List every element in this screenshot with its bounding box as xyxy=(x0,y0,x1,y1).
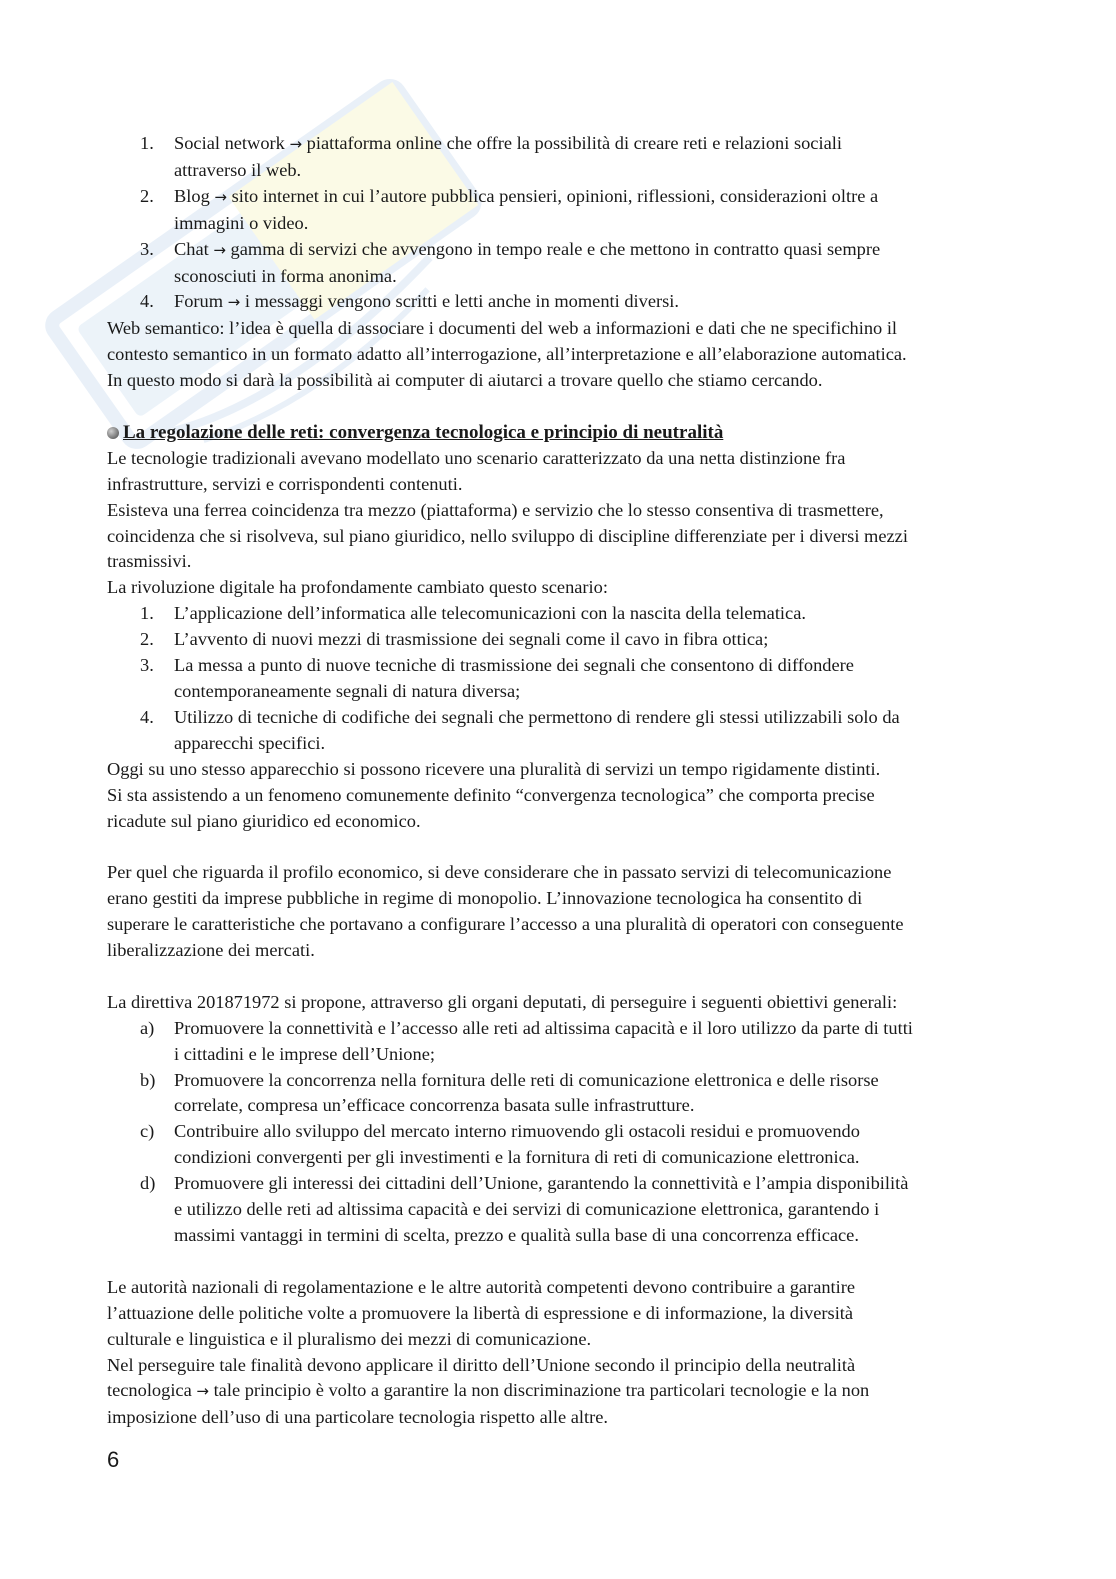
text-line: Oggi su uno stesso apparecchio si possono ricevere una pluralità di servizi un tempo rigidamente distinti. xyxy=(107,758,881,779)
spacer xyxy=(107,394,1012,420)
spacer xyxy=(107,834,1012,860)
section-title: La regolazione delle reti: convergenza tecnologica e principio di neutralità xyxy=(123,421,724,443)
list-number: 2. xyxy=(140,629,154,650)
paragraph-direttiva: La direttiva 201871972 si propone, attraverso gli organi deputati, di perseguire i seguenti obiettivi generali: xyxy=(107,991,898,1012)
text-line: infrastrutture, servizi e corrispondenti contenuti. xyxy=(107,473,463,494)
paragraph-web-semantico xyxy=(107,316,1012,394)
text-line: correlate, compresa un’efficace concorrenza basata sulle infrastrutture. xyxy=(174,1095,695,1116)
arrow-icon: → xyxy=(196,1382,209,1401)
text-line: condizioni convergenti per gli investimenti e la fornitura di reti di comunicazione elettronica. xyxy=(174,1147,860,1168)
spacer xyxy=(107,964,1012,990)
arrow-icon: → xyxy=(214,187,227,206)
list-item xyxy=(107,1171,1012,1249)
list-number: 3. xyxy=(140,238,154,259)
section-heading xyxy=(107,420,1012,446)
text-line: massimi vantaggi in termini di scelta, prezzo e qualità sulla base di una concorrenza efficace. xyxy=(174,1225,859,1246)
definition-cont: sconosciuti in forma anonima. xyxy=(174,265,397,286)
list-item xyxy=(107,627,1012,653)
text-line: L’applicazione dell’informatica alle telecomunicazioni con la nascita della telematica. xyxy=(174,603,806,624)
list-number: 1. xyxy=(140,133,154,153)
text-line: Esisteva una ferrea coincidenza tra mezzo (piattaforma) e servizio che lo stesso consentiva di trasmettere, xyxy=(107,499,884,520)
text-line: Promuovere la concorrenza nella fornitura delle reti di comunicazione elettronica e delle risorse xyxy=(174,1069,879,1090)
arrow-icon: → xyxy=(213,240,226,259)
list-item xyxy=(107,131,1012,184)
list-number: d) xyxy=(140,1173,156,1194)
definition: gamma di servizi che avvengono in tempo reale e che mettono in contratto quasi sempre xyxy=(230,238,881,259)
term: Blog xyxy=(174,185,210,206)
list-number: a) xyxy=(140,1017,155,1038)
paragraph-autorita xyxy=(107,1275,1012,1353)
text-line: Nel perseguire tale finalità devono applicare il diritto dell’Unione secondo il principio della neutralità xyxy=(107,1354,856,1375)
term: Forum xyxy=(174,291,224,312)
text-line: coincidenza che si risolveva, sul piano giuridico, nello sviluppo di discipline differenziate per i diversi mezzi xyxy=(107,525,908,546)
text-line: ricadute sul piano giuridico ed economico. xyxy=(107,810,421,831)
text-line: apparecchi specifici. xyxy=(174,732,326,753)
list-item xyxy=(107,705,1012,757)
list-item xyxy=(107,289,1012,316)
list-number: 1. xyxy=(140,603,154,624)
text-line: liberalizzazione dei mercati. xyxy=(107,940,315,961)
list-number: c) xyxy=(140,1121,155,1142)
list-item xyxy=(107,1016,1012,1068)
list-number: 3. xyxy=(140,655,154,676)
text-line: La messa a punto di nuove tecniche di trasmissione dei segnali che consentono di diffondere xyxy=(174,655,854,676)
text-line: l’attuazione delle politiche volte a promuovere la libertà di espressione e di informazione, la diversità xyxy=(107,1302,854,1323)
list-number: 2. xyxy=(140,185,154,206)
page-number: 6 xyxy=(107,1447,120,1472)
list-item xyxy=(107,1119,1012,1171)
text-line: e utilizzo delle reti ad altissima capacità e dei servizi di comunicazione elettronica, garantendo i xyxy=(174,1199,880,1220)
list-item xyxy=(107,237,1012,290)
text-line: tale principio è volto a garantire la non discriminazione tra particolari tecnologie e la non xyxy=(213,1380,870,1401)
text-line: i cittadini e le imprese dell’Unione; xyxy=(174,1043,435,1064)
text-line: Utilizzo di tecniche di codifiche dei segnali che permettono di rendere gli stessi utilizzabili solo da xyxy=(174,706,900,727)
arrow-icon: → xyxy=(227,293,241,312)
paragraph-economico xyxy=(107,860,1012,964)
document-body xyxy=(107,131,1012,1431)
arrow-icon: → xyxy=(289,135,303,153)
list-number: 4. xyxy=(140,706,154,727)
list-number: b) xyxy=(140,1069,156,1090)
definition: i messaggi vengono scritti e letti anche in momenti diversi. xyxy=(244,291,679,312)
text-line: Le tecnologie tradizionali avevano modellato uno scenario caratterizzato da una netta distinzione fra xyxy=(107,447,846,468)
list-item xyxy=(107,601,1012,627)
text-line: Si sta assistendo a un fenomeno comunemente definito “convergenza tecnologica” che comporta precise xyxy=(107,784,875,805)
definition: piattaforma online che offre la possibilità di creare reti e relazioni sociali xyxy=(306,133,842,153)
text-line: contesto semantico in un formato adatto all’interrogazione, all’interpretazione e all’elaborazione automatica. xyxy=(107,344,907,365)
text-line: Per quel che riguarda il profilo economico, si deve considerare che in passato servizi di telecomunicazione xyxy=(107,862,892,883)
text-line: Promuovere gli interessi dei cittadini dell’Unione, garantendo la connettività e l’ampia disponibilità xyxy=(174,1173,909,1194)
rivoluzione-list xyxy=(107,601,1012,756)
text-line: Le autorità nazionali di regolamentazione e le altre autorità competenti devono contribuire a garantire xyxy=(107,1276,856,1297)
text-line: L’avvento di nuovi mezzi di trasmissione dei segnali come il cavo in fibra ottica; xyxy=(174,629,769,650)
text-line: contemporaneamente segnali di natura diversa; xyxy=(174,681,521,702)
term: Chat xyxy=(174,238,209,259)
term: Social network xyxy=(174,133,285,153)
text-line: Web semantico: l’idea è quella di associare i documenti del web a informazioni e dati che ne specifichino il xyxy=(107,318,898,339)
text-line: trasmissivi. xyxy=(107,551,192,572)
list-item xyxy=(107,1068,1012,1120)
list-number: 4. xyxy=(140,291,154,312)
text-line: Contribuire allo sviluppo del mercato interno rimuovendo gli ostacoli residui e promuovendo xyxy=(174,1121,860,1142)
definition: sito internet in cui l’autore pubblica pensieri, opinioni, riflessioni, considerazioni oltre a xyxy=(231,185,879,206)
text-line: Promuovere la connettività e l’accesso alle reti ad altissima capacità e il loro utilizzo da parte di tutti xyxy=(174,1017,913,1038)
definition-cont: immagini o video. xyxy=(174,212,309,233)
obiettivi-list xyxy=(107,1016,1012,1249)
text-line: La rivoluzione digitale ha profondamente cambiato questo scenario: xyxy=(107,577,608,598)
paragraph-tradizionali xyxy=(107,446,1012,601)
text-line: erano gestiti da imprese pubbliche in regime di monopolio. L’innovazione tecnologica ha consentito di xyxy=(107,888,863,909)
bullet-icon xyxy=(107,427,119,439)
text-line: imposizione dell’uso di una particolare tecnologia rispetto alle altre. xyxy=(107,1407,608,1428)
social-list xyxy=(107,131,1012,316)
paragraph-oggi xyxy=(107,757,1012,835)
definition-cont: attraverso il web. xyxy=(174,159,302,180)
text-line: tecnologica xyxy=(107,1380,192,1401)
list-item xyxy=(107,653,1012,705)
paragraph-neutralita xyxy=(107,1353,1012,1432)
text-line: superare le caratteristiche che portavano a configurare l’accesso a una pluralità di operatori con conseguente xyxy=(107,914,904,935)
spacer xyxy=(107,1249,1012,1275)
text-line: In questo modo si darà la possibilità ai computer di aiutarci a trovare quello che stiamo cercando. xyxy=(107,370,823,391)
text-line: culturale e linguistica e il pluralismo dei mezzi di comunicazione. xyxy=(107,1328,592,1349)
list-item xyxy=(107,184,1012,237)
